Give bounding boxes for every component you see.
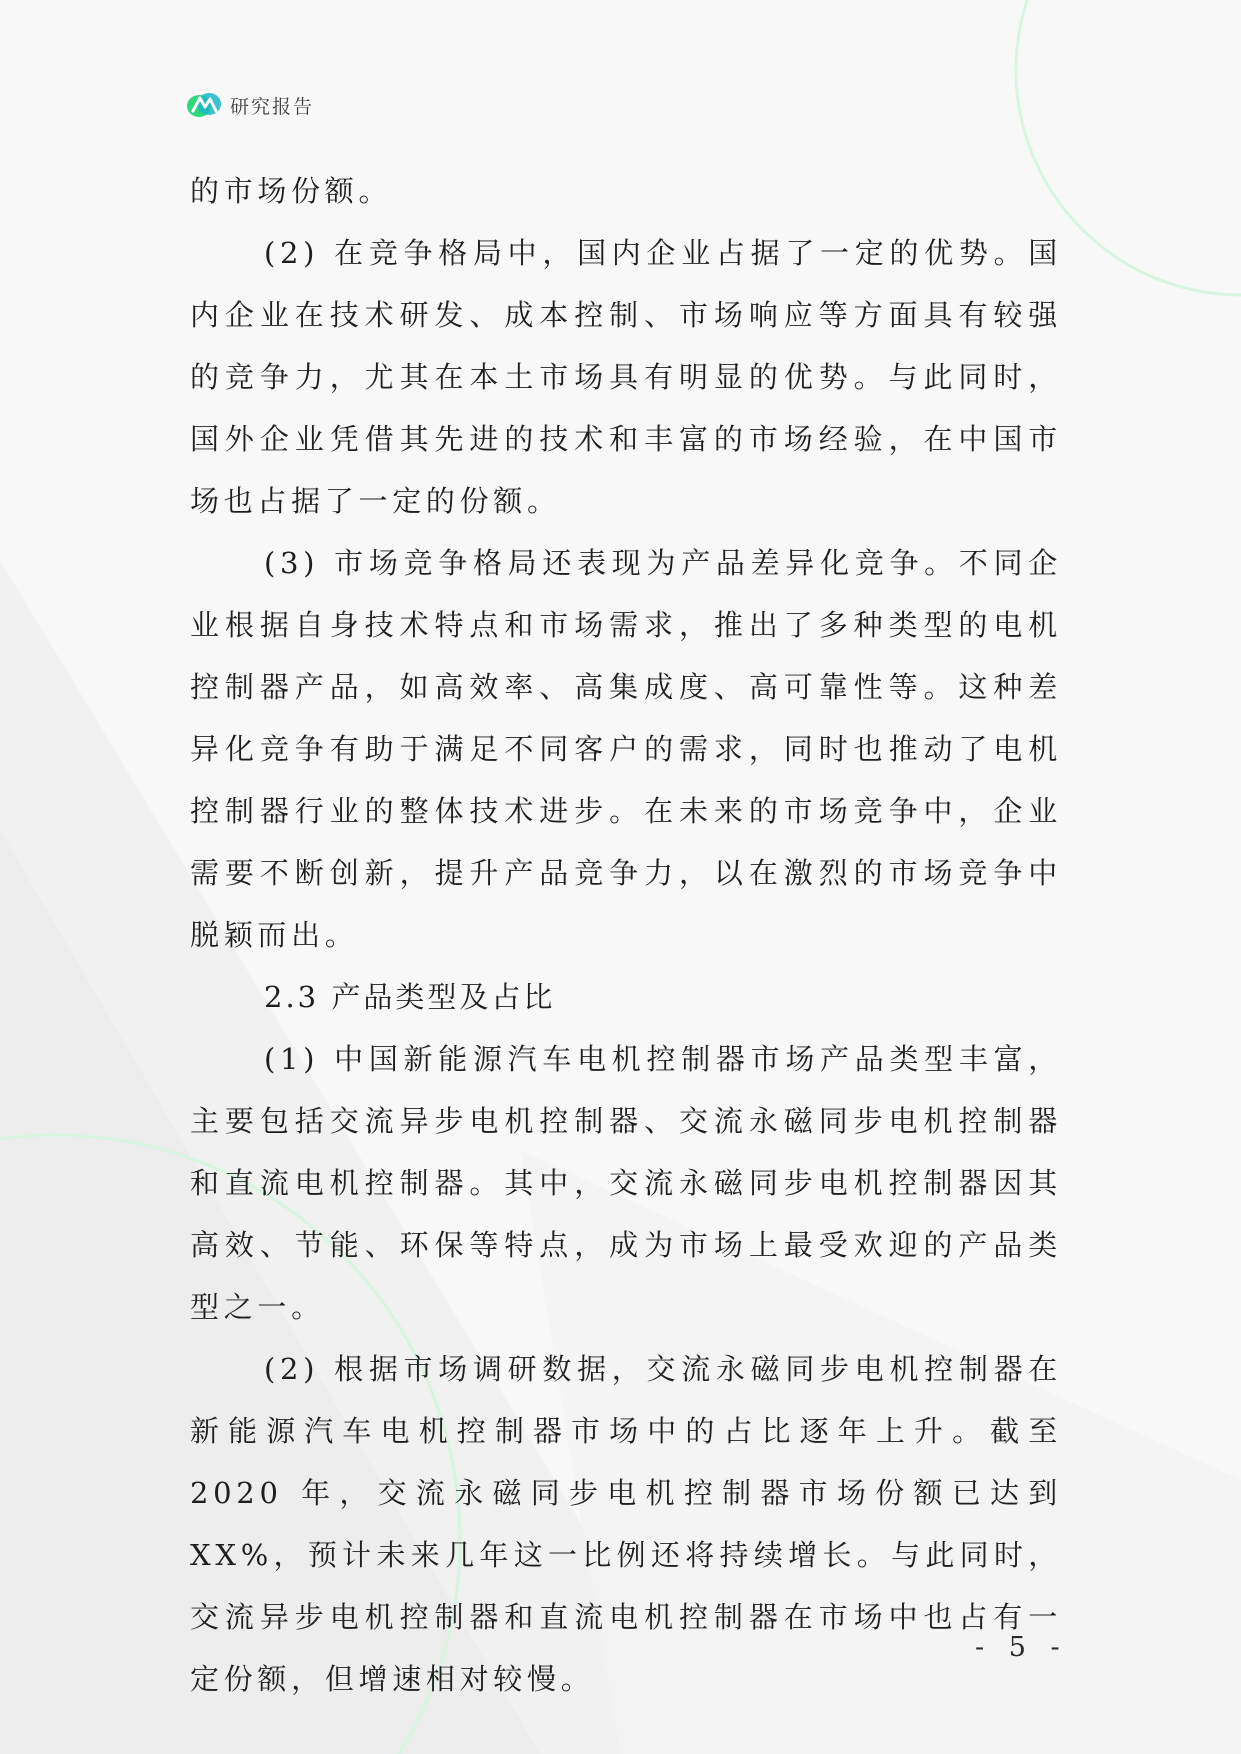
header-title: 研究报告 [230, 95, 315, 118]
paragraph-product-types: (1) 中国新能源汽车电机控制器市场产品类型丰富，主要包括交流异步电机控制器、交流永磁同步电机控制器和直流电机控制器。其中，交流永磁同步电机控制器因其高效、节能、环保等特点，成为市场上最受欢迎的产品类型之一。 [190, 1042, 1062, 1324]
paragraph-market-share: (2) 根据市场调研数据，交流永磁同步电机控制器在新能源汽车电机控制器市场中的占比逐年上升。截至 2020 年，交流永磁同步电机控制器市场份额已达到 XX%，预计未来几年这一比例还将持续增长。与此同时，交流异步电机控制器和直流电机控制器在市场中也占有一定份额，但增速相对较慢。 [190, 1352, 1062, 1696]
paragraph-product-differentiation: (3) 市场竞争格局还表现为产品差异化竞争。不同企业根据自身技术特点和市场需求，推出了多种类型的电机控制器产品，如高效率、高集成度、高可靠性等。这种差异化竞争有助于满足不同客户的需求，同时也推动了电机控制器行业的整体技术进步。在未来的市场竞争中，企业需要不断创新，提升产品竞争力，以在激烈的市场竞争中脱颖而出。 [190, 546, 1062, 952]
report-header [186, 88, 314, 122]
paragraph-continuation: 的市场份额。 [190, 174, 393, 208]
section-heading: 2.3 产品类型及占比 [264, 980, 556, 1014]
paragraph-domestic-advantage: (2) 在竞争格局中，国内企业占据了一定的优势。国内企业在技术研发、成本控制、市场响应等方面具有较强的竞争力，尤其在本土市场具有明显的优势。与此同时，国外企业凭借其先进的技术和丰富的市场经验，在中国市场也占据了一定的份额。 [190, 236, 1062, 518]
brand-logo-icon [186, 89, 222, 121]
page-number: - 5 - [975, 1632, 1068, 1663]
report-body [190, 160, 1062, 1710]
